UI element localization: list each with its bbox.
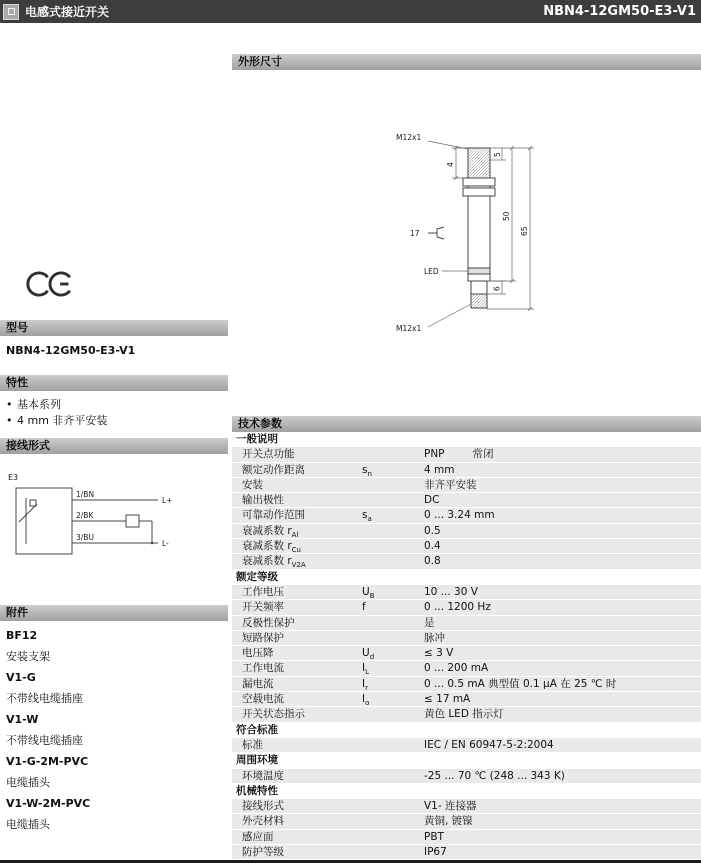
tech-param-value: 10 ... 30 V xyxy=(424,585,478,598)
tech-param-label: 衰减系数 $r_{V2A}$ xyxy=(242,555,306,569)
tech-row xyxy=(232,478,701,492)
tech-param-value: -25 ... 70 ℃ (248 ... 343 K) xyxy=(424,769,565,782)
tech-param-value: IP67 xyxy=(424,846,447,859)
tech-param-symbol: $U_B$ xyxy=(362,585,375,601)
left-column xyxy=(0,23,228,831)
features-section-header: 特性 xyxy=(0,375,228,391)
tech-row xyxy=(232,738,701,752)
tech-param-label: 衰减系数 $r_{Cu}$ xyxy=(242,540,301,554)
tech-param-label: 开关频率 xyxy=(242,601,284,614)
tech-row xyxy=(232,493,701,507)
tech-param-value: IEC / EN 60947-5-2:2004 xyxy=(424,738,554,751)
wiring-diagram xyxy=(6,470,228,569)
tech-row xyxy=(232,631,701,645)
tech-row xyxy=(232,539,701,553)
feature-text: 基本系列 xyxy=(17,398,61,411)
feature-item xyxy=(6,397,228,413)
connector-thread xyxy=(471,294,487,308)
tech-param-symbol: $U_d$ xyxy=(362,647,375,662)
tech-param-symbol xyxy=(362,814,424,828)
tech-param-label: 标准 xyxy=(242,738,263,751)
right-column xyxy=(232,23,701,860)
tech-param-value: 黄色 LED 指示灯 xyxy=(424,708,504,721)
inductive-sensor-symbol xyxy=(19,498,37,544)
bullet-icon: • xyxy=(6,414,13,427)
accessory-name: BF12 xyxy=(6,629,38,642)
tech-group-title: 额定等级 xyxy=(232,570,701,584)
tech-param-label: 额定动作距离 xyxy=(242,463,305,476)
tech-param-label: 外壳材料 xyxy=(242,815,284,828)
tech-param-label: 安装 xyxy=(242,478,263,491)
tech-param-value-2: 常闭 xyxy=(472,448,494,461)
tech-param-value: 0 ... 3.24 mm xyxy=(424,509,495,522)
dim-17: 17 xyxy=(410,229,420,238)
tech-param-label: 感应面 xyxy=(242,830,274,843)
tech-group-title: 一般说明 xyxy=(232,432,701,446)
wiring-diagram-label: E3 xyxy=(8,473,19,482)
tech-row xyxy=(232,646,701,660)
accessory-desc: 不带线电缆插座 xyxy=(6,734,83,747)
tech-param-label: 输出极性 xyxy=(242,494,284,507)
dim-thread-top: M12x1 xyxy=(396,133,422,142)
tech-param-label: 环境温度 xyxy=(242,769,284,782)
tech-param-symbol xyxy=(362,799,424,813)
tech-row xyxy=(232,508,701,522)
dim-50: 50 xyxy=(502,211,511,221)
tech-row xyxy=(232,769,701,783)
tech-row xyxy=(232,677,701,691)
dim-5: 5 xyxy=(493,152,502,157)
ce-mark-glyph xyxy=(26,268,74,300)
tech-param-value: 0 ... 200 mA xyxy=(424,662,489,675)
tech-row xyxy=(232,814,701,828)
tech-param-label: 反极性保护 xyxy=(242,616,295,629)
tech-param-label: 可靠动作范围 xyxy=(242,509,305,522)
tech-row xyxy=(232,845,701,859)
tech-param-symbol xyxy=(362,830,424,844)
tech-param-value: 0.8 xyxy=(424,555,441,568)
tech-param-symbol: $s_a$ xyxy=(362,509,372,524)
tech-param-symbol xyxy=(362,447,424,461)
tech-row xyxy=(232,692,701,706)
wire-label-2: 2/BK xyxy=(76,511,94,520)
sensor-box xyxy=(16,488,72,554)
ce-mark-icon xyxy=(26,268,228,304)
tech-param-symbol: $s_n$ xyxy=(362,463,372,478)
tech-row xyxy=(232,585,701,599)
tech-param-label: 开关点功能 xyxy=(242,448,295,461)
dim-thread-bottom: M12x1 xyxy=(396,324,422,333)
wire-junction xyxy=(151,542,154,545)
tech-section-header: 技术参数 xyxy=(232,416,701,432)
lock-nut-1 xyxy=(463,178,495,186)
tech-row xyxy=(232,799,701,813)
tech-param-label: 短路保护 xyxy=(242,631,284,644)
wrench-icon xyxy=(428,227,444,239)
tech-row xyxy=(232,600,701,614)
header-model-number: NBN4-12GM50-E3-V1 xyxy=(543,4,696,19)
tech-param-symbol xyxy=(362,631,424,645)
bullet-icon: • xyxy=(6,398,13,411)
tech-param-value: ≤ 17 mA xyxy=(424,693,471,706)
tech-param-value: 0 ... 0.5 mA 典型值 0.1 μA 在 25 ℃ 时 xyxy=(424,677,617,690)
accessory-desc: 电缆插头 xyxy=(6,776,50,789)
tech-row xyxy=(232,524,701,538)
tech-param-label: 工作电压 xyxy=(242,585,284,598)
tech-param-symbol: $I_o$ xyxy=(362,693,370,708)
model-number: NBN4-12GM50-E3-V1 xyxy=(6,344,136,357)
dim-65: 65 xyxy=(520,226,529,236)
tech-param-symbol xyxy=(362,738,424,752)
led-ring xyxy=(468,268,490,274)
tech-param-value: PBT xyxy=(424,830,444,843)
terminal-label-plus: L+ xyxy=(162,496,173,505)
features-list xyxy=(6,397,228,429)
tech-table xyxy=(232,432,701,859)
wire-label-3: 3/BU xyxy=(76,533,94,542)
tech-param-value: 非齐平安装 xyxy=(424,478,477,491)
model-section-header: 型号 xyxy=(0,320,228,336)
accessory-name: V1-G xyxy=(6,671,36,684)
sensor-body xyxy=(463,148,495,308)
lock-nut-2 xyxy=(463,188,495,196)
tech-row xyxy=(232,661,701,675)
accessory-desc: 安装支架 xyxy=(6,650,50,663)
tech-param-symbol xyxy=(362,845,424,859)
wire-label-1: 1/BN xyxy=(76,490,95,499)
tech-param-value: 黄铜, 镀镍 xyxy=(424,815,473,828)
feature-text: 4 mm 非齐平安装 xyxy=(17,414,108,427)
accessory-name: V1-G-2M-PVC xyxy=(6,755,89,768)
tech-param-label: 接线形式 xyxy=(242,800,284,813)
tech-group-title: 周围环境 xyxy=(232,753,701,767)
accessories-list xyxy=(6,629,228,831)
tech-param-value: 是 xyxy=(424,616,435,629)
tech-row xyxy=(232,707,701,721)
tech-row xyxy=(232,554,701,568)
feature-item xyxy=(6,413,228,429)
tech-group-title: 机械特性 xyxy=(232,784,701,798)
tech-param-value: 0 ... 1200 Hz xyxy=(424,601,491,614)
dim-6: 6 xyxy=(492,286,502,291)
tech-param-symbol xyxy=(362,478,424,492)
product-type-title: 电感式接近开关 xyxy=(25,5,110,19)
tech-param-symbol: $I_r$ xyxy=(362,677,368,692)
tech-param-value: ≤ 3 V xyxy=(424,647,454,660)
terminal-label-minus: L- xyxy=(162,539,169,548)
connector-collar xyxy=(471,281,487,294)
tech-param-value: 4 mm xyxy=(424,463,455,476)
header-bar xyxy=(0,0,701,23)
load-symbol xyxy=(126,515,139,527)
tech-param-value: 0.4 xyxy=(424,540,441,553)
led-label: LED xyxy=(424,267,439,276)
tech-param-symbol xyxy=(362,493,424,507)
tech-param-value: 脉冲 xyxy=(424,631,445,644)
tech-param-symbol xyxy=(362,554,424,568)
tech-param-symbol xyxy=(362,769,424,783)
sensor-family-icon xyxy=(3,4,19,20)
tech-param-symbol xyxy=(362,707,424,721)
tech-param-symbol: $I_L$ xyxy=(362,662,370,677)
tech-param-label: 衰减系数 $r_{Al}$ xyxy=(242,524,299,539)
tech-group-title: 符合标准 xyxy=(232,723,701,737)
tech-row xyxy=(232,616,701,630)
tech-param-label: 电压降 xyxy=(242,647,274,660)
dimension-drawing xyxy=(232,70,701,416)
tech-param-symbol: f xyxy=(362,601,366,614)
tech-param-value: V1- 连接器 xyxy=(424,800,477,813)
accessory-name: V1-W-2M-PVC xyxy=(6,797,91,810)
tech-param-symbol xyxy=(362,539,424,553)
tech-param-label: 漏电流 xyxy=(242,677,274,690)
tech-param-label: 工作电流 xyxy=(242,662,284,675)
accessories-section-header: 附件 xyxy=(0,605,228,621)
tech-param-label: 开关状态指示 xyxy=(242,708,305,721)
dim-4: 4 xyxy=(446,162,455,167)
tech-param-label: 空载电流 xyxy=(242,693,284,706)
tech-param-value: DC xyxy=(424,494,440,507)
accessory-desc: 不带线电缆插座 xyxy=(6,692,83,705)
tech-param-symbol xyxy=(362,524,424,538)
tech-row xyxy=(232,463,701,477)
tech-param-label: 防护等级 xyxy=(242,846,284,859)
tech-param-symbol xyxy=(362,616,424,630)
dimensions-section-header: 外形尺寸 xyxy=(232,54,701,70)
tech-param-value: PNP xyxy=(424,448,445,461)
tech-param-value: 0.5 xyxy=(424,524,441,537)
accessory-name: V1-W xyxy=(6,713,39,726)
accessory-desc: 电缆插头 xyxy=(6,818,50,831)
tech-row xyxy=(232,830,701,844)
tech-row xyxy=(232,447,701,461)
connection-section-header: 接线形式 xyxy=(0,438,228,454)
